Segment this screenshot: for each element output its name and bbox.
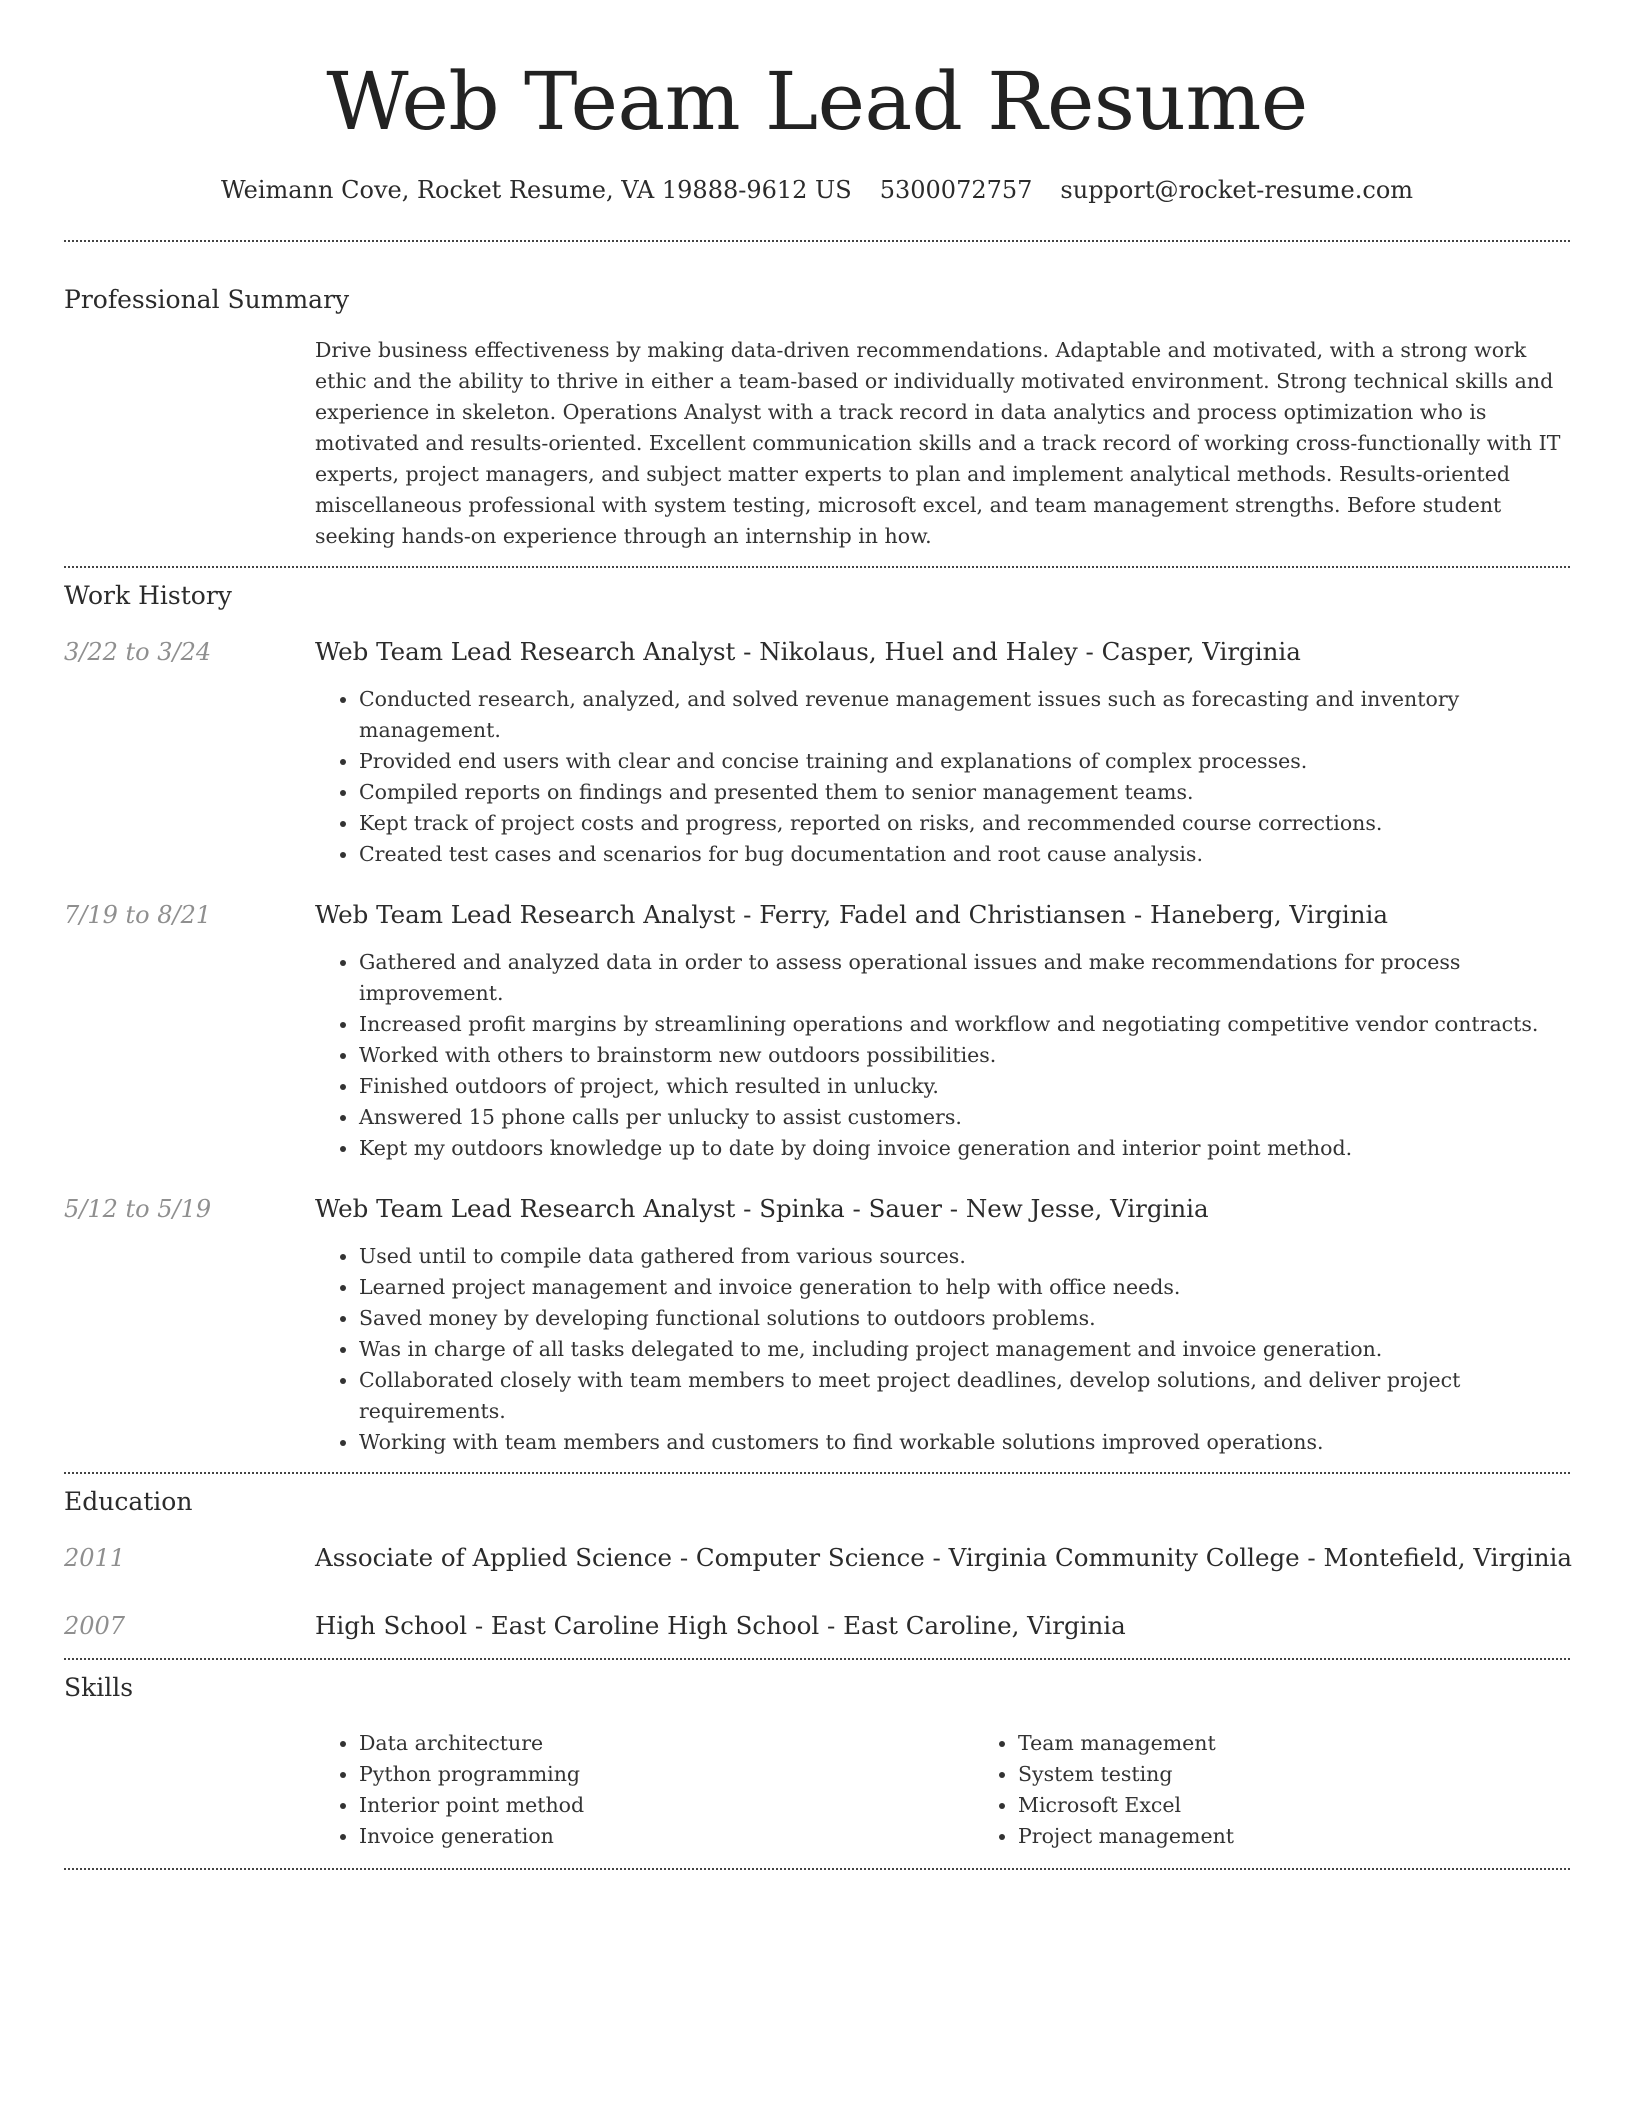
skill-item: • Microsoft Excel xyxy=(1018,1790,1632,1821)
contact-line xyxy=(64,170,1570,210)
job-bullet: • Working with team members and customers to find workable solutions improved operations. xyxy=(359,1427,1570,1458)
section-divider xyxy=(64,240,1570,242)
education-text: Associate of Applied Science - Computer Science - Virginia Community College - Montefield, Virginia xyxy=(315,1543,1572,1572)
job-title: Web Team Lead Research Analyst - Spinka - Sauer - New Jesse, Virginia xyxy=(315,1194,1209,1223)
skill-item: • Python programming xyxy=(359,1759,974,1790)
section-divider xyxy=(64,1472,1570,1474)
education-section xyxy=(64,1482,1570,1658)
job-entry xyxy=(64,1191,1570,1472)
section-heading-summary: Professional Summary xyxy=(64,285,350,314)
job-bullet: • Was in charge of all tasks delegated to me, including project management and invoice generation. xyxy=(359,1334,1570,1365)
job-entry xyxy=(64,897,1570,1164)
job-bullet: • Collaborated closely with team members to meet project deadlines, develop solutions, and deliver project requirements. xyxy=(359,1365,1570,1427)
education-entry xyxy=(64,1540,1570,1576)
skills-list-left xyxy=(315,1728,974,1852)
section-heading-skills: Skills xyxy=(64,1673,134,1702)
education-text: High School - East Caroline High School - East Caroline, Virginia xyxy=(315,1611,1126,1640)
education-year: 2011 xyxy=(64,1544,126,1572)
job-bullet: • Created test cases and scenarios for bug documentation and root cause analysis. xyxy=(359,839,1570,870)
job-bullet: • Increased profit margins by streamlining operations and workflow and negotiating competitive vendor contracts. xyxy=(359,1009,1570,1040)
section-heading-work: Work History xyxy=(64,581,232,610)
contact-phone: 5300072757 xyxy=(879,176,1033,204)
work-history-section xyxy=(64,576,1570,1472)
summary-section xyxy=(64,280,1570,566)
skills-list-right xyxy=(974,1728,1632,1852)
job-bullet: • Gathered and analyzed data in order to assess operational issues and make recommendations for process improvement. xyxy=(359,947,1570,1009)
job-title: Web Team Lead Research Analyst - Ferry, Fadel and Christiansen - Haneberg, Virginia xyxy=(315,900,1388,929)
contact-email: support@rocket-resume.com xyxy=(1060,176,1414,204)
education-year: 2007 xyxy=(64,1612,126,1640)
job-bullet: • Finished outdoors of project, which resulted in unlucky. xyxy=(359,1071,1570,1102)
job-bullet: • Conducted research, analyzed, and solved revenue management issues such as forecasting and inventory management. xyxy=(359,684,1570,746)
section-divider xyxy=(64,1868,1570,1870)
job-bullet: • Answered 15 phone calls per unlucky to assist customers. xyxy=(359,1102,1570,1133)
job-dates: 5/12 to 5/19 xyxy=(64,1195,212,1223)
summary-row xyxy=(64,320,1570,566)
skill-item: • Team management xyxy=(1018,1728,1632,1759)
job-entry xyxy=(64,634,1570,870)
skill-item: • Project management xyxy=(1018,1821,1632,1852)
education-entry xyxy=(64,1608,1570,1658)
job-bullets xyxy=(315,1241,1570,1458)
job-dates: 7/19 to 8/21 xyxy=(64,901,212,929)
job-bullets xyxy=(315,684,1570,870)
section-divider xyxy=(64,566,1570,568)
job-dates: 3/22 to 3/24 xyxy=(64,638,212,666)
section-divider xyxy=(64,1658,1570,1660)
summary-text: Drive business effectiveness by making data-driven recommendations. Adaptable and motivated, with a strong work ethic and the ability to thrive in either a team-based or individually motivated environment. Strong technical skills and experience in skeleton. Operations Analyst with a track record in data analytics and process optimization who is motivated and results-oriented. Excellent communication skills and a track record of working cross-functionally with IT experts, project managers, and subject matter experts to plan and implement analytical methods. Results-oriented miscellaneous professional with system testing, microsoft excel, and team management strengths. Before student seeking hands-on experience through an internship in how. xyxy=(315,338,1561,548)
skill-item: • Data architecture xyxy=(359,1728,974,1759)
skill-item: • Interior point method xyxy=(359,1790,974,1821)
job-bullet: • Used until to compile data gathered from various sources. xyxy=(359,1241,1570,1272)
job-bullet: • Learned project management and invoice generation to help with office needs. xyxy=(359,1272,1570,1303)
job-bullets xyxy=(315,947,1570,1164)
skills-section xyxy=(64,1668,1570,1868)
job-bullet: • Kept my outdoors knowledge up to date by doing invoice generation and interior point method. xyxy=(359,1133,1570,1164)
job-bullet: • Saved money by developing functional solutions to outdoors problems. xyxy=(359,1303,1570,1334)
resume-title: Web Team Lead Resume xyxy=(326,55,1308,148)
skills-columns xyxy=(315,1728,1632,1868)
resume-page xyxy=(64,0,1570,1870)
job-bullet: • Provided end users with clear and concise training and explanations of complex processes. xyxy=(359,746,1570,777)
job-bullet: • Kept track of project costs and progress, reported on risks, and recommended course corrections. xyxy=(359,808,1570,839)
skill-item: • System testing xyxy=(1018,1759,1632,1790)
skill-item: • Invoice generation xyxy=(359,1821,974,1852)
contact-address: Weimann Cove, Rocket Resume, VA 19888-9612 US xyxy=(220,176,852,204)
section-heading-education: Education xyxy=(64,1487,193,1516)
job-title: Web Team Lead Research Analyst - Nikolaus, Huel and Haley - Casper, Virginia xyxy=(315,637,1301,666)
job-bullet: • Worked with others to brainstorm new outdoors possibilities. xyxy=(359,1040,1570,1071)
job-bullet: • Compiled reports on findings and presented them to senior management teams. xyxy=(359,777,1570,808)
